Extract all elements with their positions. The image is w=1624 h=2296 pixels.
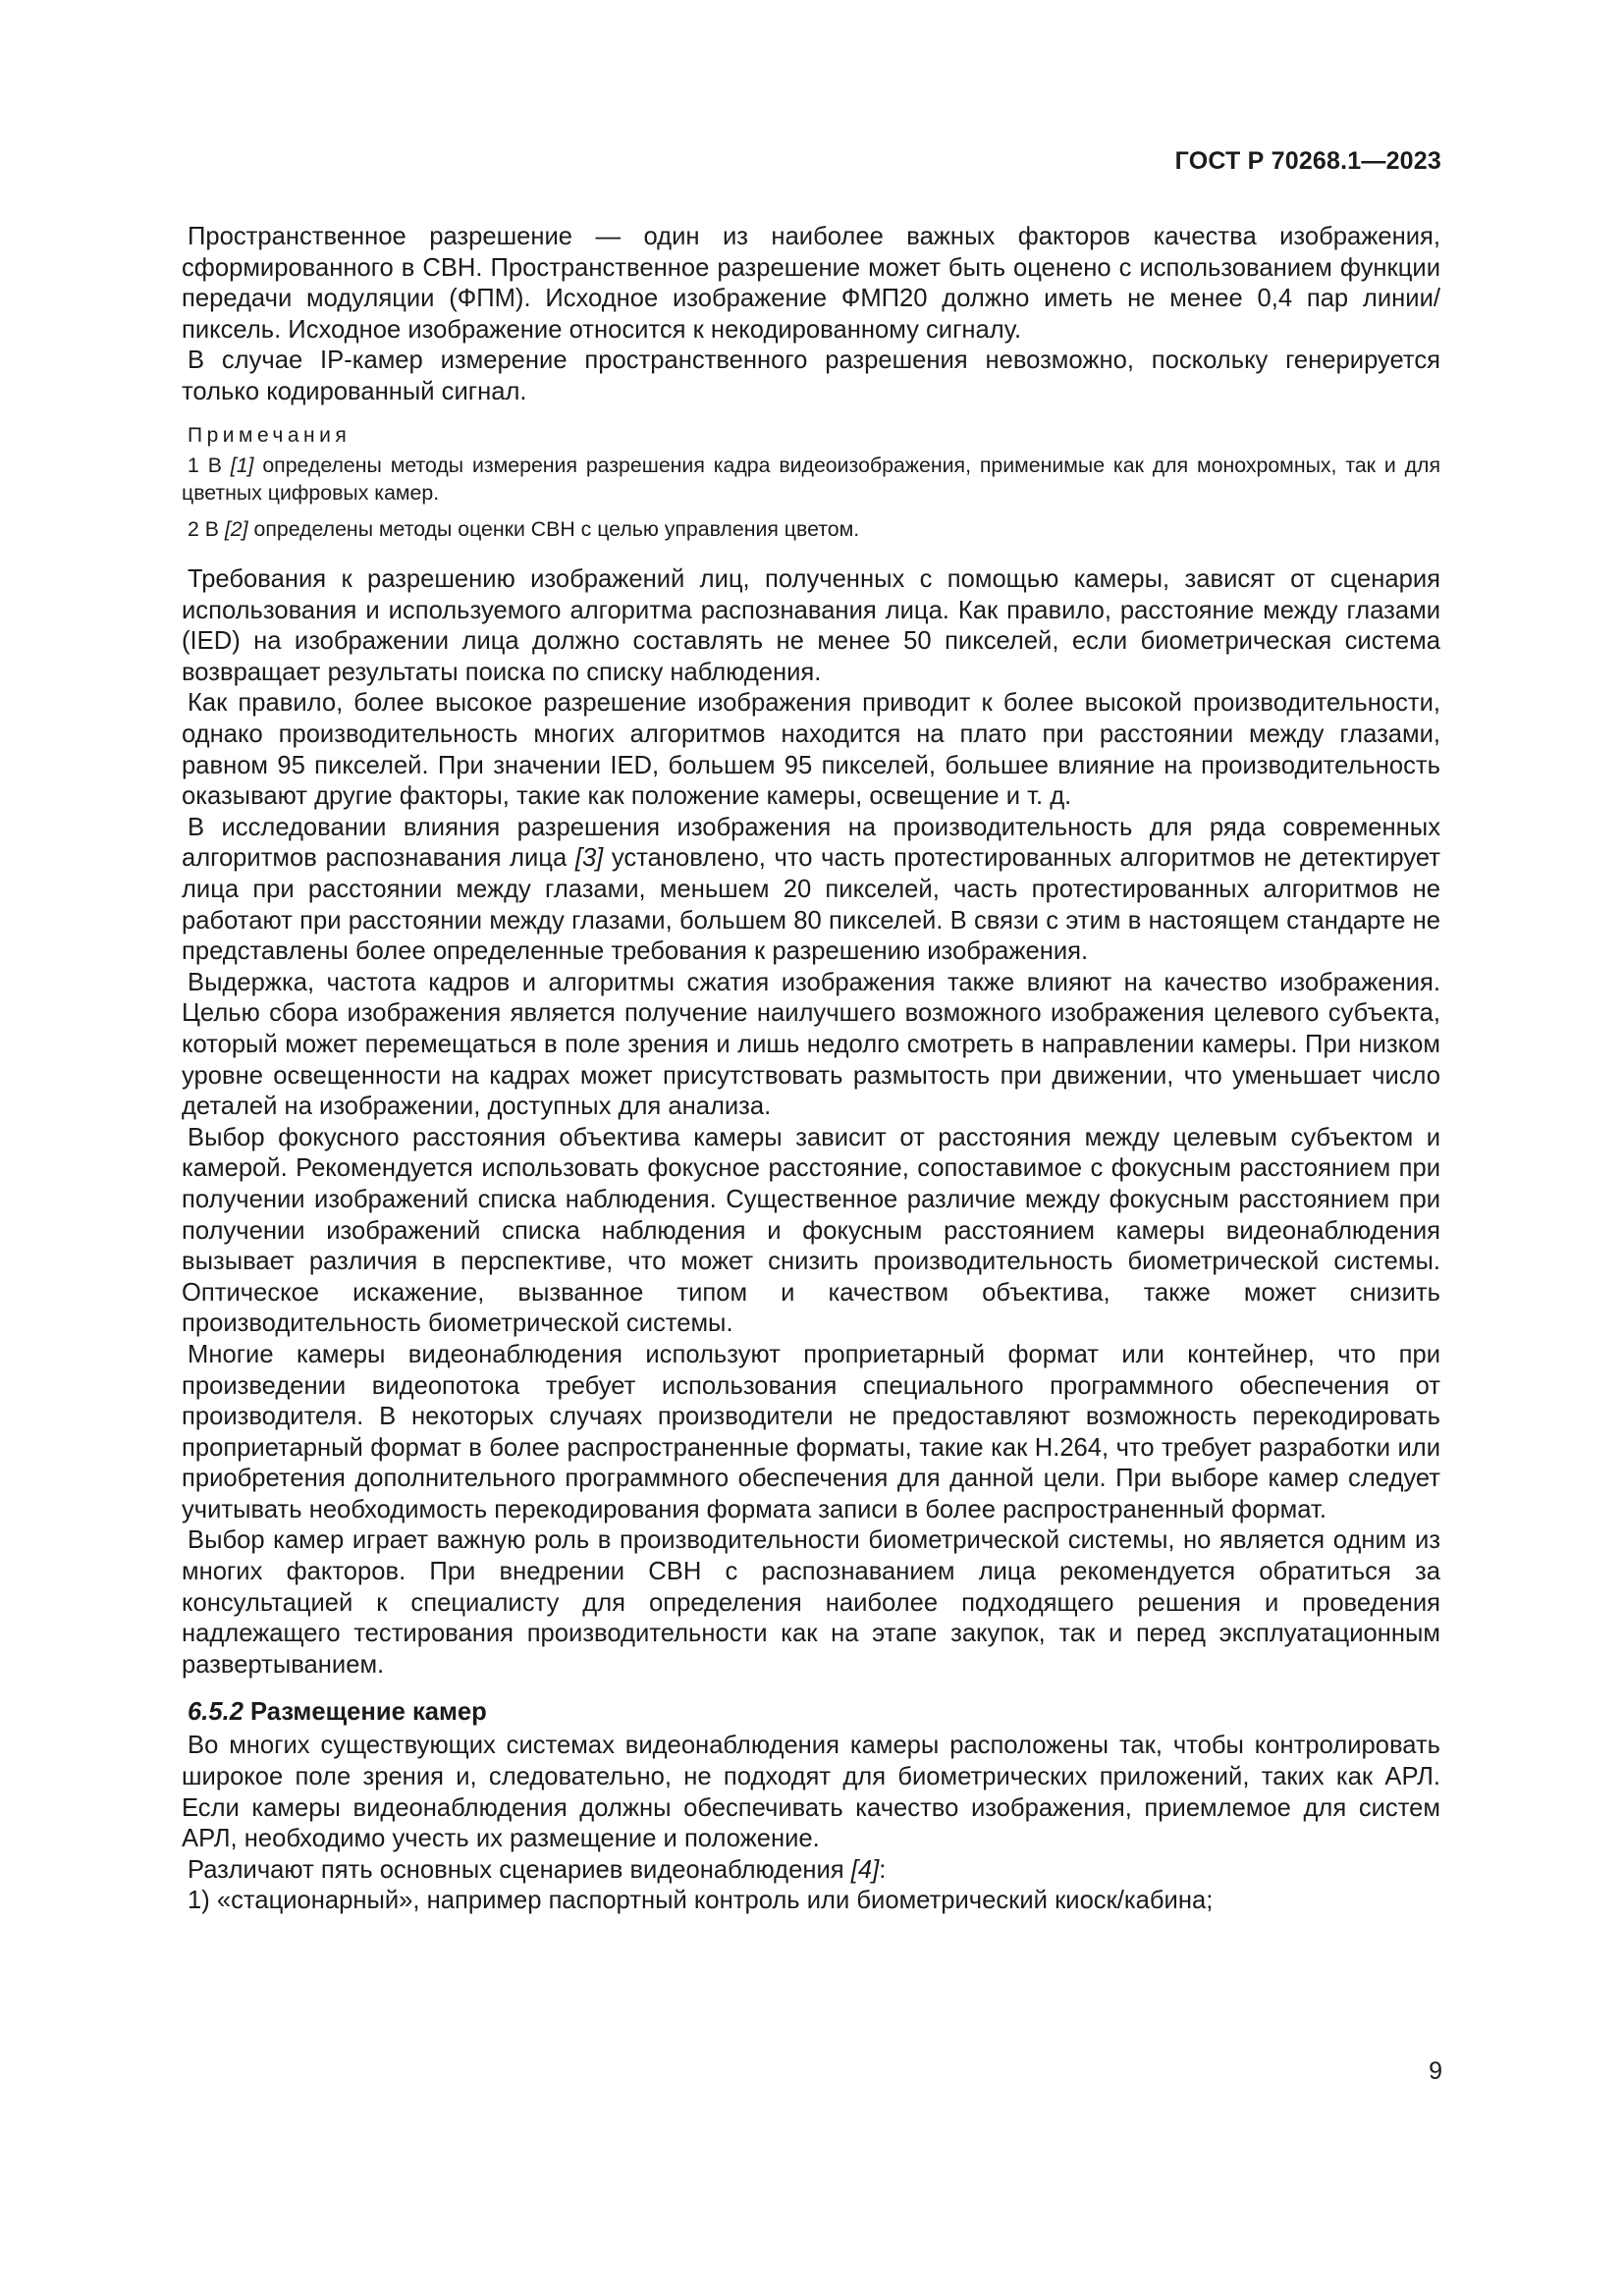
paragraph-higher-resolution: Как правило, более высокое разрешение изображения приводит к более высокой производительности, однако производительность многих алгоритмов находится на плато при расстоянии между глазами, равном 95 пикселей. При значении IED, большем 95 пикселей, большее влияние на производительность оказывают другие факторы, такие как положение камеры, освещение и т. д. bbox=[182, 689, 1440, 811]
note-item-2: 2 В [2] определены методы оценки СВН с целью управления цветом. bbox=[188, 516, 860, 541]
paragraph-proprietary-format: Многие камеры видеонаблюдения используют проприетарный формат или контейнер, что при произведении видеопотока требует использования специального программного обеспечения от производителя. В некоторых случаях производители не предоставляют возможность перекодировать проприетарный формат в более распространенные форматы, такие как H.264, что требует разработки или приобретения дополнительного программного обеспечения для данной цели. При выборе камер следует учитывать необходимость перекодирования формата записи в более распространенный формат. bbox=[182, 1340, 1440, 1523]
section-heading bbox=[182, 1698, 1440, 1727]
paragraph-research: В исследовании влияния разрешения изображения на производительность для ряда современных алгоритмов распознавания лица [3] установлено, что часть протестированных алгоритмов не детектирует лица при расстоянии между глазами, меньшем 20 пикселей, часть протестированных алгоритмов не работают при расстоянии между глазами, большем 80 пикселей. В связи с этим в настоящем стандарте не представлены более определенные требования к разрешению изображения. bbox=[182, 813, 1440, 966]
note-item-1: 1 В [1] определены методы измерения разрешения кадра видеоизображения, применимые как для монохромных, так и для цветных цифровых камер. bbox=[182, 453, 1440, 506]
document-header: ГОСТ Р 70268.1—2023 bbox=[1174, 147, 1441, 175]
paragraph-exposure: Выдержка, частота кадров и алгоритмы сжатия изображения также влияют на качество изображения. Целью сбора изображения является получение наилучшего возможного изображения целевого субъекта, который может перемещаться в поле зрения и лишь недолго смотреть в направлении камеры. При низком уровне освещенности на кадрах может присутствовать размытость при движении, что уменьшает число деталей на изображении, доступных для анализа. bbox=[182, 968, 1440, 1121]
paragraph-scenarios: Различают пять основных сценариев видеонаблюдения [4]: bbox=[188, 1855, 887, 1884]
paragraph-camera-placement: Во многих существующих системах видеонаблюдения камеры расположены так, чтобы контролировать широкое поле зрения и, следовательно, не подходят для биометрических приложений, таких как АРЛ. Если камеры видеонаблюдения должны обеспечивать качество изображения, приемлемое для систем АРЛ, необходимо учесть их размещение и положение. bbox=[182, 1732, 1440, 1853]
reference-2: [2] bbox=[224, 516, 248, 541]
notes-title: Примечания bbox=[188, 423, 352, 447]
page-number: 9 bbox=[1429, 2057, 1442, 2085]
page-content bbox=[182, 222, 1440, 1917]
section-title: Размещение камер bbox=[243, 1698, 487, 1727]
paragraph-face-resolution: Требования к разрешению изображений лиц, полученных с помощью камеры, зависят от сценария использования и используемого алгоритма распознавания лица. Как правило, расстояние между глазами (IED) на изображении лица должно составлять не менее 50 пикселей, если биометрическая система возвращает результаты поиска по списку наблюдения. bbox=[182, 565, 1440, 686]
reference-4: [4] bbox=[850, 1855, 880, 1884]
section-number: 6.5.2 bbox=[188, 1698, 244, 1727]
paragraph-focal-length: Выбор фокусного расстояния объектива камеры зависит от расстояния между целевым субъектом и камерой. Рекомендуется использовать фокусное расстояние, сопоставимое с фокусным расстоянием при получении изображений списка наблюдения. Существенное различие между фокусным расстоянием при получении изображений списка наблюдения и фокусным расстоянием камеры видеонаблюдения вызывает различия в перспективе, что может снизить производительность биометрической системы. Оптическое искажение, вызванное типом и качеством объектива, также может снизить производительность биометрической системы. bbox=[182, 1123, 1440, 1338]
list-item: 1) «стационарный», например паспортный контроль или биометрический киоск/кабина; bbox=[188, 1887, 1214, 1915]
paragraph-ip-cameras: В случае IP-камер измерение пространственного разрешения невозможно, поскольку генерируется только кодированный сигнал. bbox=[182, 347, 1440, 405]
reference-3: [3] bbox=[574, 844, 604, 873]
reference-1: [1] bbox=[230, 453, 254, 477]
paragraph-camera-choice: Выбор камер играет важную роль в производительности биометрической системы, но является одним из многих факторов. При внедрении СВН с распознаванием лица рекомендуется обратиться за консультацией к специалисту для определения наиболее подходящего решения и проведения надлежащего тестирования производительности как на этапе закупок, так и перед эксплуатационным развертыванием. bbox=[182, 1526, 1440, 1679]
paragraph-spatial-resolution: Пространственное разрешение — один из наиболее важных факторов качества изображения, сформированного в СВН. Пространственное разрешение может быть оценено с использованием функции передачи модуляции (ФПМ). Исходное изображение ФМП20 должно иметь не менее 0,4 пар линии/пиксель. Исходное изображение относится к некодированному сигналу. bbox=[182, 223, 1440, 344]
